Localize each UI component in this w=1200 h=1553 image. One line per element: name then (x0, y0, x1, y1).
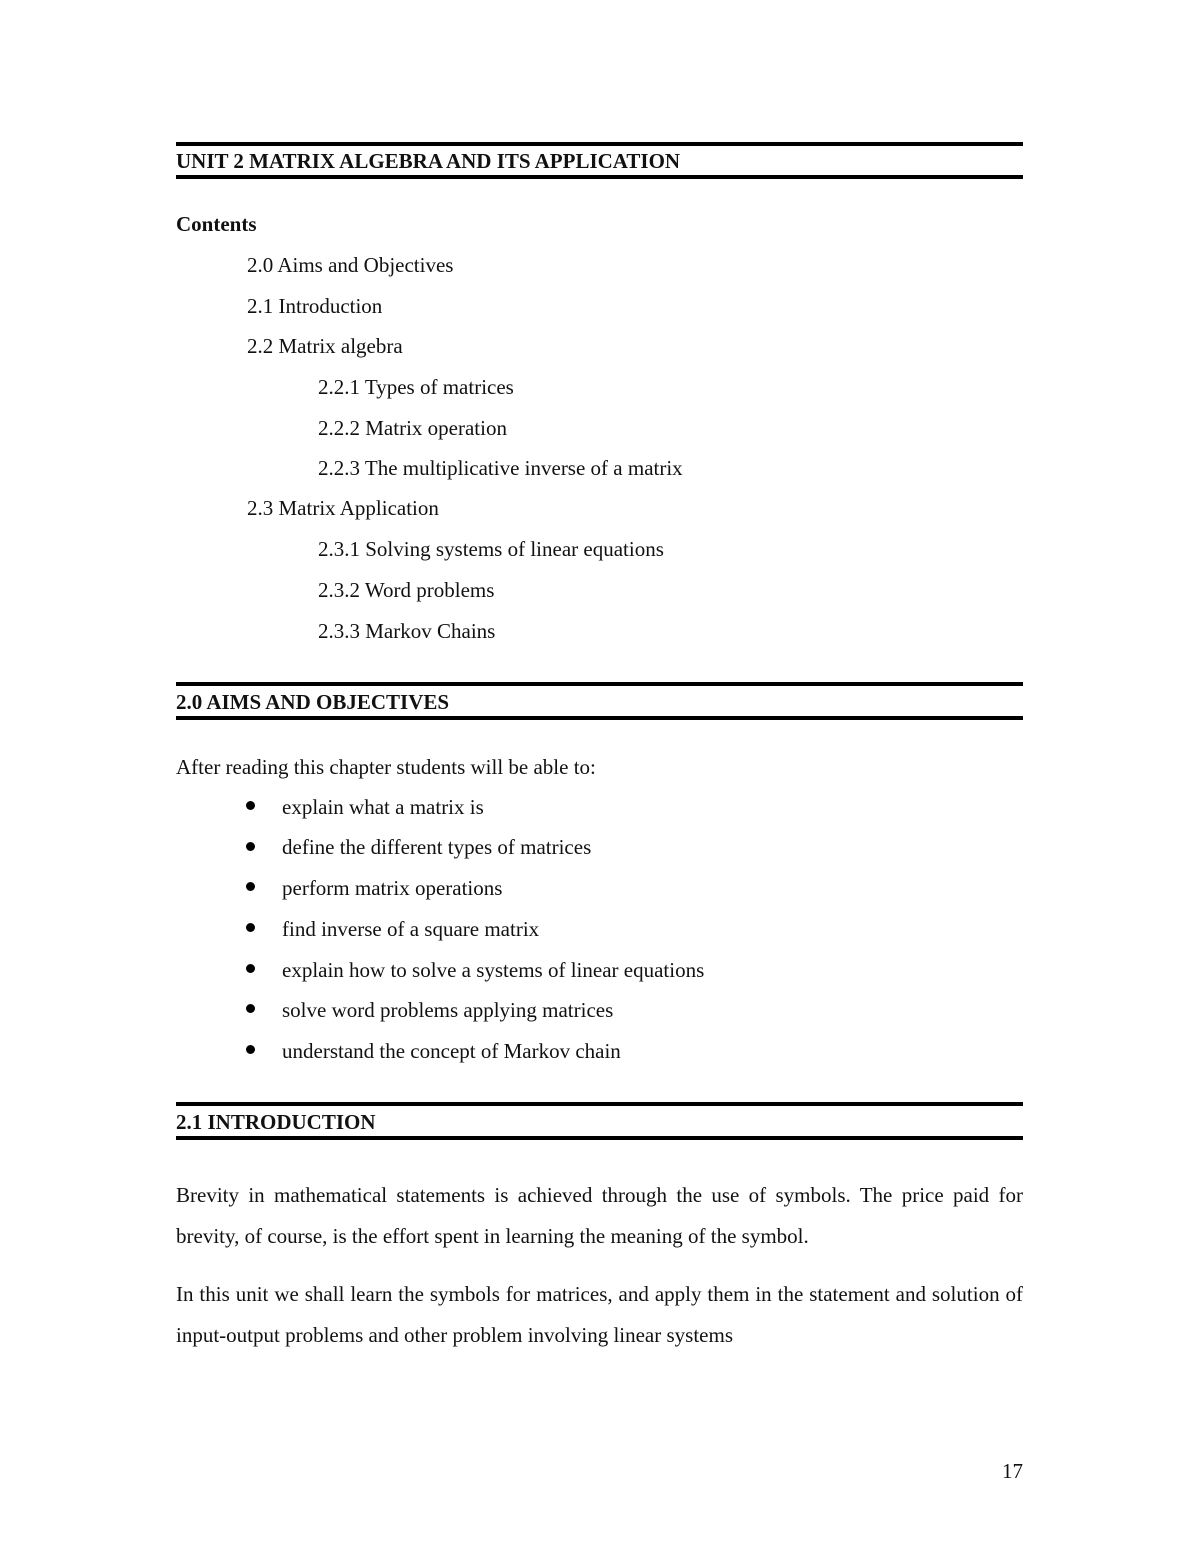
aims-bullet: perform matrix operations (282, 876, 503, 900)
unit-heading-rule (176, 142, 1023, 179)
contents-item: 2.3 Matrix Application (247, 496, 439, 520)
bullet-icon (246, 923, 255, 932)
aims-heading: 2.0 AIMS AND OBJECTIVES (176, 690, 450, 714)
aims-bullet: define the different types of matrices (282, 835, 592, 859)
contents-subitem: 2.2.2 Matrix operation (318, 416, 507, 440)
contents-subitem: 2.2.1 Types of matrices (318, 375, 514, 399)
introduction-heading: 2.1 INTRODUCTION (176, 1110, 376, 1134)
bullet-icon (246, 1045, 255, 1054)
page-number: 17 (1002, 1459, 1023, 1483)
aims-heading-rule (176, 682, 1023, 720)
bullet-icon (246, 842, 255, 851)
introduction-paragraph: In this unit we shall learn the symbols for matrices, and apply them in the statement and solution of input-output problems and other problem involving linear systems (176, 1282, 1023, 1347)
bullet-icon (246, 801, 255, 810)
aims-bullet: explain what a matrix is (282, 795, 484, 819)
contents-subitem: 2.2.3 The multiplicative inverse of a matrix (318, 456, 683, 480)
aims-bullet: find inverse of a square matrix (282, 917, 540, 941)
contents-item: 2.1 Introduction (247, 294, 383, 318)
introduction-paragraph: Brevity in mathematical statements is achieved through the use of symbols. The price paid for brevity, of course, is the effort spent in learning the meaning of the symbol. (176, 1183, 1023, 1248)
contents-item: 2.0 Aims and Objectives (247, 253, 454, 277)
contents-subitem: 2.3.3 Markov Chains (318, 619, 496, 643)
bullet-icon (246, 1004, 255, 1013)
aims-intro: After reading this chapter students will be able to: (176, 755, 596, 779)
aims-bullet: solve word problems applying matrices (282, 998, 614, 1022)
unit-heading: UNIT 2 MATRIX ALGEBRA AND ITS APPLICATION (176, 149, 681, 173)
contents-subitem: 2.3.2 Word problems (318, 578, 495, 602)
bullet-icon (246, 882, 255, 891)
aims-bullet: understand the concept of Markov chain (282, 1039, 621, 1063)
bullet-icon (246, 964, 255, 973)
contents-subitem: 2.3.1 Solving systems of linear equations (318, 537, 664, 561)
contents-item: 2.2 Matrix algebra (247, 334, 403, 358)
contents-title: Contents (176, 212, 257, 236)
aims-bullet: explain how to solve a systems of linear equations (282, 958, 705, 982)
introduction-heading-rule (176, 1102, 1023, 1140)
